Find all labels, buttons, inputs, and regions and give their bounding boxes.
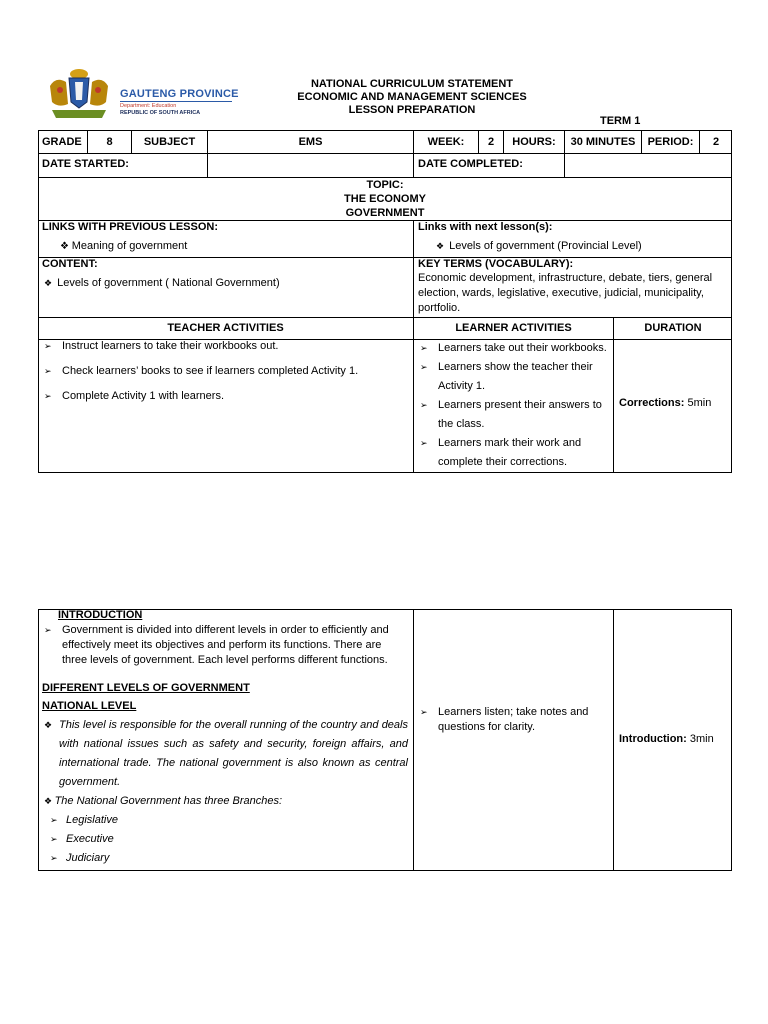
term-label: TERM 1	[600, 115, 641, 127]
duration-cell	[619, 733, 714, 746]
branch-item	[50, 814, 118, 827]
learner-item	[420, 396, 612, 434]
document-header	[230, 78, 594, 117]
arrow-bullet-icon: ➢	[50, 834, 58, 844]
header-line-1: NATIONAL CURRICULUM STATEMENT	[310, 78, 514, 90]
branches-line	[44, 795, 282, 808]
row-divider	[38, 153, 732, 154]
arrow-bullet-icon: ➢	[44, 366, 52, 376]
branch-item-text: Legislative	[66, 814, 118, 826]
week-value: 2	[487, 136, 495, 148]
duration-label: Introduction:	[619, 733, 687, 745]
learner-item-text: Learners show the teacher their Activity 1.	[438, 361, 593, 392]
grade-value: 8	[106, 136, 113, 148]
arrow-bullet-icon: ➢	[420, 707, 428, 717]
teacher-item	[44, 365, 358, 378]
links-prev-text: Meaning of government	[71, 240, 188, 252]
intro-text: Government is divided into different levels in order to efficiently and effectively meet its objectives and perform its functions. There are three levels of government. Each level performs different functions.	[62, 624, 389, 666]
key-terms-text: Economic development, infrastructure, debate, tiers, general election, wards, legislative, executive, judicial, municipality, portfolio.	[418, 272, 713, 314]
national-paragraph	[44, 716, 408, 792]
logo-name: GAUTENG PROVINCE	[120, 88, 239, 100]
teacher-item-text: Instruct learners to take their workbooks out.	[62, 340, 279, 352]
diamond-bullet-icon: ❖	[44, 278, 58, 288]
period-value: 2	[712, 136, 720, 148]
levels-heading: DIFFERENT LEVELS OF GOVERNMENT	[42, 682, 250, 694]
arrow-bullet-icon: ➢	[420, 343, 428, 353]
date-completed-label: DATE COMPLETED:	[418, 158, 523, 170]
duration-value: 5min	[687, 397, 712, 409]
teacher-item-text: Check learners’ books to see if learners completed Activity 1.	[62, 365, 359, 377]
coat-of-arms-icon	[42, 64, 116, 120]
learner-item	[420, 434, 612, 472]
grade-label: GRADE	[42, 136, 82, 148]
subject-value: EMS	[298, 136, 323, 148]
hours-label: HOURS:	[512, 136, 556, 148]
branch-item-text: Executive	[66, 833, 114, 845]
col-divider	[613, 609, 614, 871]
topic-line-1: THE ECONOMY	[344, 193, 426, 205]
arrow-bullet-icon: ➢	[44, 341, 52, 351]
arrow-bullet-icon: ➢	[44, 625, 52, 635]
duration-cell	[619, 397, 711, 410]
learner-activities-list	[420, 339, 612, 472]
teacher-item	[44, 390, 224, 403]
arrow-bullet-icon: ➢	[44, 391, 52, 401]
logo-department: Department: Education	[120, 103, 177, 109]
learner-activities-header: LEARNER ACTIVITIES	[455, 322, 572, 334]
duration-value: 3min	[689, 733, 714, 745]
intro-paragraph	[44, 623, 410, 668]
learner-item	[420, 705, 610, 735]
arrow-bullet-icon: ➢	[50, 815, 58, 825]
learner-item-text: Learners listen; take notes and questions for clarity.	[438, 706, 589, 733]
links-prev-label: LINKS WITH PREVIOUS LESSON:	[42, 221, 219, 233]
branch-item	[50, 833, 114, 846]
content-item	[44, 277, 280, 290]
intro-heading: INTRODUCTION	[58, 609, 143, 621]
learner-item-text: Learners mark their work and complete their corrections.	[438, 437, 582, 468]
key-terms-label: KEY TERMS (VOCABULARY):	[418, 258, 574, 270]
branches-text: The National Government has three Branches:	[54, 795, 283, 807]
arrow-bullet-icon: ➢	[420, 438, 428, 448]
header-line-2: ECONOMIC AND MANAGEMENT SCIENCES	[297, 91, 527, 103]
teacher-item	[44, 340, 278, 353]
learner-item-text: Learners present their answers to the class.	[438, 399, 602, 430]
hours-value: 30 MINUTES	[570, 136, 636, 148]
period-label: PERIOD:	[647, 136, 694, 148]
row-divider	[38, 317, 732, 318]
logo-divider	[120, 101, 232, 102]
arrow-bullet-icon: ➢	[420, 400, 428, 410]
learner-item	[420, 339, 612, 358]
week-label: WEEK:	[427, 136, 465, 148]
diamond-bullet-icon: ❖	[436, 241, 450, 251]
duration-header: DURATION	[644, 322, 702, 334]
logo-republic: REPUBLIC OF SOUTH AFRICA	[120, 110, 201, 116]
national-text: This level is responsible for the overall running of the country and deals with national issues such as safety and security, foreign affairs, and international trade. The national government is also known as central government.	[59, 719, 408, 788]
learner-item	[420, 358, 612, 396]
topic-line-2: GOVERNMENT	[345, 207, 425, 219]
branch-item	[50, 852, 109, 865]
teacher-item-text: Complete Activity 1 with learners.	[62, 390, 225, 402]
diamond-bullet-icon: ❖	[44, 796, 55, 806]
row-divider	[38, 257, 732, 258]
learner-item-text: Learners take out their workbooks.	[438, 342, 607, 354]
links-prev-item	[60, 240, 187, 253]
topic-block	[38, 178, 732, 220]
links-next-label: Links with next lesson(s):	[418, 221, 553, 233]
diamond-bullet-icon: ❖	[44, 720, 53, 730]
national-heading: NATIONAL LEVEL	[42, 700, 137, 712]
arrow-bullet-icon: ➢	[50, 853, 58, 863]
links-next-text: Levels of government (Provincial Level)	[449, 240, 642, 252]
branch-item-text: Judiciary	[66, 852, 110, 864]
duration-label: Corrections:	[619, 397, 685, 409]
teacher-activities-header: TEACHER ACTIVITIES	[167, 322, 284, 334]
subject-label: SUBJECT	[143, 136, 196, 148]
col-divider	[413, 609, 414, 871]
diamond-bullet-icon: ❖	[60, 241, 72, 252]
content-label: CONTENT:	[42, 258, 98, 270]
header-line-3: LESSON PREPARATION	[348, 104, 476, 116]
col-divider	[613, 317, 614, 473]
topic-label: TOPIC:	[366, 179, 404, 191]
gauteng-logo	[42, 64, 242, 120]
col-divider	[413, 220, 414, 473]
date-started-label: DATE STARTED:	[42, 158, 129, 170]
arrow-bullet-icon: ➢	[420, 362, 428, 372]
links-next-item	[436, 240, 642, 253]
content-text: Levels of government ( National Government)	[57, 277, 280, 289]
